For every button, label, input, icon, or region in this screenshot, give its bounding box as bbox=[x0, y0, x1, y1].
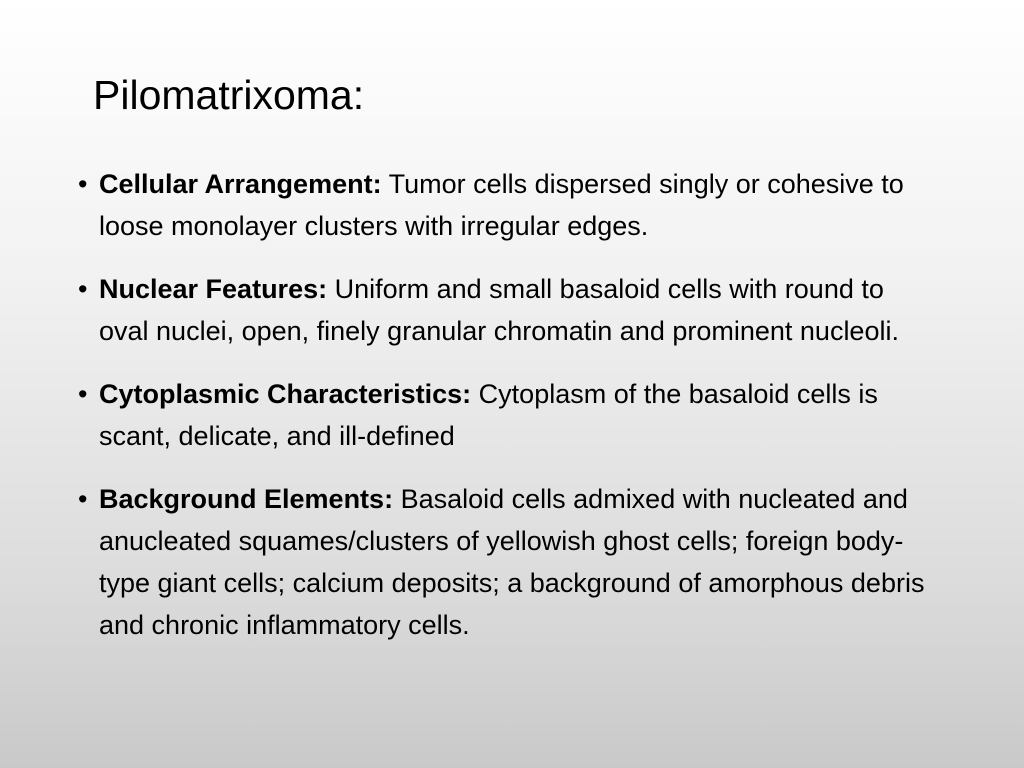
bullet-text: Uniform and small basaloid cells with round to oval nuclei, open, finely granular chromatin and prominent nucleoli. bbox=[99, 274, 899, 346]
bullet-marker: • bbox=[78, 169, 88, 199]
bullet-text: Basaloid cells admixed with nucleated and anucleated squames/clusters of yellowish ghost cells; foreign body-type giant cells; calcium deposits; a background of amorphous debris and chronic inflammatory cells. bbox=[99, 484, 925, 640]
bullet-item-cytoplasmic-characteristics bbox=[78, 373, 938, 457]
bullet-marker: • bbox=[78, 274, 88, 304]
bullet-text: Tumor cells dispersed singly or cohesive to loose monolayer clusters with irregular edges. bbox=[99, 169, 904, 241]
bullet-term: Cytoplasmic Characteristics: bbox=[99, 379, 472, 409]
bullet-term: Nuclear Features: bbox=[99, 274, 328, 304]
bullet-item-nuclear-features bbox=[78, 268, 938, 352]
bullet-marker: • bbox=[78, 484, 88, 514]
bullet-term: Background Elements: bbox=[99, 484, 394, 514]
bullet-item-background-elements bbox=[78, 478, 938, 646]
bullet-marker: • bbox=[78, 379, 88, 409]
bullet-list bbox=[78, 163, 938, 667]
slide-title: Pilomatrixoma: bbox=[93, 72, 365, 118]
bullet-item-cellular-arrangement bbox=[78, 163, 938, 247]
bullet-term: Cellular Arrangement: bbox=[99, 169, 382, 199]
bullet-text: Cytoplasm of the basaloid cells is scant, delicate, and ill-defined bbox=[99, 379, 878, 451]
